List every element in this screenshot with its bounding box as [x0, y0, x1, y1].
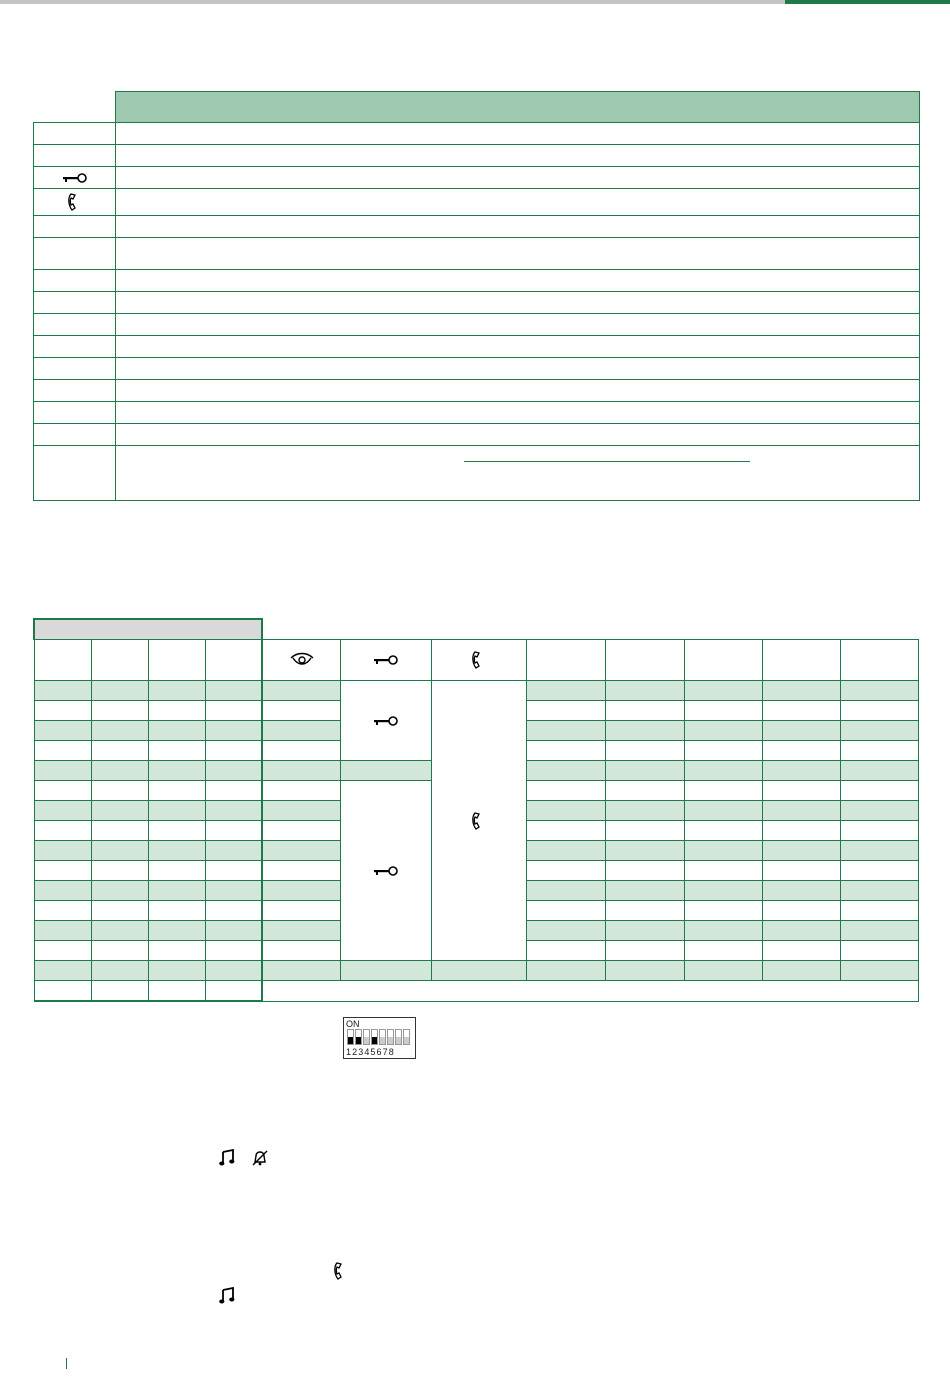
bell-off-icon	[250, 1148, 270, 1173]
table-row	[34, 681, 919, 701]
dip-knob-2	[355, 1029, 362, 1045]
handset-icon	[34, 189, 116, 216]
terminal-table	[33, 91, 920, 501]
table-row	[34, 380, 920, 402]
key-icon	[341, 640, 432, 681]
table-row	[34, 446, 920, 501]
table-row	[34, 358, 920, 380]
handset-icon	[432, 681, 527, 961]
table-row	[34, 238, 920, 270]
dip-knob-4	[371, 1029, 378, 1045]
table-row	[34, 123, 920, 145]
header-green-cell	[116, 92, 920, 123]
dip-numbers: 12345678	[346, 1047, 395, 1057]
top-rule-grey	[0, 0, 785, 4]
top-rule	[0, 0, 950, 7]
key-icon	[34, 167, 116, 189]
dip-knob-3	[363, 1029, 370, 1045]
key-icon	[341, 681, 432, 761]
table-row	[34, 314, 920, 336]
table-row	[34, 189, 920, 216]
top-rule-green	[785, 0, 950, 4]
eye-icon	[262, 640, 340, 681]
table-row	[34, 292, 920, 314]
header-blank-cell	[34, 92, 116, 123]
handset-icon	[432, 640, 527, 681]
config-top-row	[34, 619, 919, 640]
terminal-table-header	[34, 92, 920, 123]
music-note-icon	[219, 1287, 235, 1310]
table-row	[34, 424, 920, 446]
music-note-icon	[219, 1149, 235, 1172]
dip-header-cell	[34, 619, 262, 640]
dip-knob-8	[403, 1029, 410, 1045]
table-row	[34, 145, 920, 167]
dip-switch-diagram	[343, 1017, 416, 1059]
table-row	[34, 981, 919, 1002]
config-table	[33, 618, 919, 1002]
dip-on-label: ON	[346, 1019, 360, 1029]
dip-knob-5	[379, 1029, 386, 1045]
key-icon	[341, 781, 432, 961]
dip-knobs	[347, 1029, 410, 1045]
dip-knob-6	[387, 1029, 394, 1045]
link-underline	[464, 461, 750, 462]
handset-icon	[333, 1260, 349, 1287]
table-row	[34, 961, 919, 981]
dip-knob-7	[395, 1029, 402, 1045]
config-header-row	[34, 640, 919, 681]
table-row	[34, 402, 920, 424]
page-marker	[66, 1358, 67, 1369]
dip-knob-1	[347, 1029, 354, 1045]
table-row	[34, 167, 920, 189]
table-row	[34, 336, 920, 358]
table-row	[34, 270, 920, 292]
table-row	[34, 216, 920, 238]
